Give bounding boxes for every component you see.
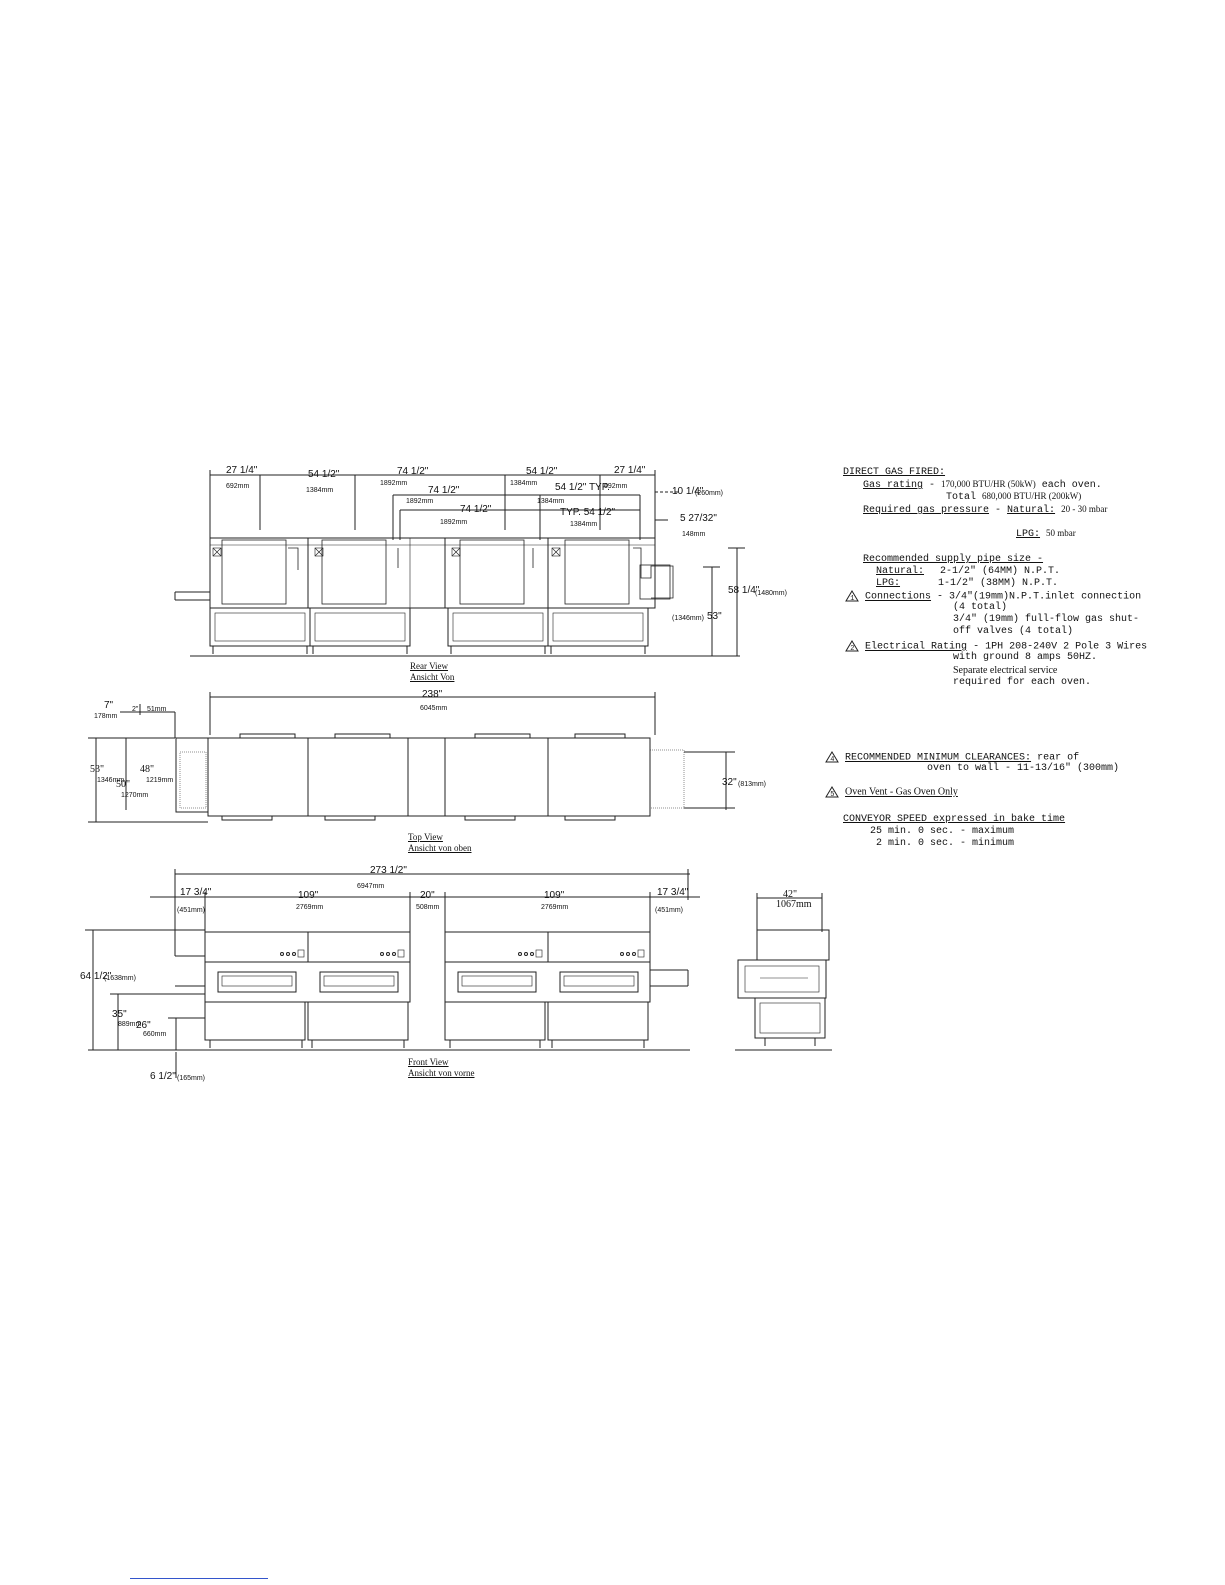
rear-dim-1-mm: 692mm: [226, 483, 250, 490]
spec-vent: [825, 786, 958, 800]
spec-pressure: Required gas pressure - Natural: 20 - 30 mbar: [863, 504, 1108, 516]
spec-pipe-lpg-label: LPG:: [876, 578, 901, 589]
front-view-caption-de: Ansicht von vorne: [408, 1068, 475, 1078]
spec-connections-1: - 3/4"(19mm)N.P.T.inlet connection: [937, 591, 1142, 603]
spec-electrical-4: required for each oven.: [953, 677, 1092, 688]
spec-clearance-2: oven to wall - 11-13/16" (300mm): [927, 763, 1120, 774]
rear-dim-11-mm: 148mm: [682, 531, 706, 538]
top-dim-1: 7": [104, 700, 114, 711]
top-dim-2: 2": [132, 706, 139, 713]
top-view: [88, 689, 735, 822]
front-dim-5-mm: 2769mm: [541, 904, 569, 911]
rear-dim-10: 10 1/4": [672, 486, 704, 497]
top-dim-1-mm: 178mm: [94, 713, 118, 720]
bottom-link-underline: [130, 1578, 268, 1579]
top-view-caption: Top View: [408, 832, 443, 842]
spec-total: [946, 490, 1081, 504]
front-dim-2-mm: (451mm): [177, 907, 206, 914]
front-dim-10-mm: (165mm): [177, 1075, 206, 1082]
front-dim-7: 64 1/2": [80, 971, 112, 982]
spec-clearance-1: rear of: [1037, 752, 1080, 764]
top-dim-5-mm: 1219mm: [146, 777, 174, 784]
spec-electrical-3: Separate electrical service: [953, 665, 1058, 676]
top-dim-7: 32": [722, 777, 737, 788]
spec-lpg-value: 50 mbar: [1046, 528, 1076, 538]
rear-view-caption-de: Ansicht Von: [410, 672, 455, 682]
spec-connections-3: 3/4" (19mm) full-flow gas shut-: [953, 614, 1140, 625]
note-2-icon: [845, 640, 859, 652]
spec-electrical-label: Electrical Rating: [865, 641, 968, 653]
spec-conveyor-heading: CONVEYOR SPEED expressed in bake time: [843, 814, 1066, 825]
spec-gas-rating-label: Gas rating: [863, 480, 924, 491]
front-dim-9: 26": [136, 1020, 151, 1031]
rear-dim-7-mm: 1384mm: [537, 498, 565, 505]
spec-total-label: Total: [946, 492, 977, 503]
spec-gas-rating-value: 170,000 BTU/HR (50kW): [941, 479, 1036, 489]
spec-natural-value: 20 - 30 mbar: [1061, 504, 1108, 514]
rear-view-caption: Rear View: [410, 661, 449, 671]
note-1-icon: [845, 590, 859, 602]
top-dim-4-mm: 1346mm: [97, 777, 125, 784]
front-dim-3: 109": [298, 890, 319, 901]
rear-dim-13-mm: (1346mm): [672, 615, 704, 622]
rear-dim-2: 54 1/2": [308, 469, 340, 480]
rear-dim-9: TYP. 54 1/2": [560, 507, 616, 518]
front-dim-1: 273 1/2": [370, 865, 407, 876]
spec-pipe-lpg: [876, 578, 1058, 590]
svg-text:2: 2: [850, 645, 855, 652]
rear-dim-6: 74 1/2": [428, 485, 460, 496]
top-dim-3: 238": [422, 689, 443, 700]
spec-pipe-natural-value: 2-1/2" (64MM) N.P.T.: [940, 566, 1061, 577]
rear-dim-7: 54 1/2" TYP.: [555, 482, 610, 493]
spec-gas-rating: Gas rating - 170,000 BTU/HR (50kW) each oven.: [863, 479, 1102, 491]
rear-dim-8-mm: 1892mm: [440, 519, 468, 526]
side-dim-1: 42": [783, 889, 798, 900]
rear-dim-3: 74 1/2": [397, 466, 429, 477]
spec-heading: DIRECT GAS FIRED:: [843, 467, 946, 478]
rear-dim-5-mm: 692mm: [604, 483, 628, 490]
top-dim-3-mm: 6045mm: [420, 705, 448, 712]
top-dim-2-mm: 51mm: [147, 706, 167, 713]
top-dim-6-mm: 1270mm: [121, 792, 149, 799]
spec-connections-label: Connections: [865, 591, 932, 603]
spec-total-value: 680,000 BTU/HR (200kW): [982, 491, 1082, 501]
rear-dim-6-mm: 1892mm: [406, 498, 434, 505]
spec-conveyor-2: 2 min. 0 sec. - minimum: [876, 838, 1015, 849]
front-dim-6-mm: (451mm): [655, 907, 684, 914]
top-dim-7-mm: (813mm): [738, 781, 767, 788]
front-dim-2: 17 3/4": [180, 887, 212, 898]
spec-connections-2: (4 total): [953, 602, 1008, 613]
front-dim-6: 17 3/4": [657, 887, 689, 898]
side-dim-1-mm: 1067mm: [776, 899, 812, 910]
spec-pipe-lpg-value: 1-1/2" (38MM) N.P.T.: [938, 578, 1059, 589]
front-dim-10: 6 1/2": [150, 1071, 176, 1082]
rear-view: [175, 470, 745, 656]
rear-dim-12: 58 1/4": [728, 585, 760, 596]
front-view-caption: Front View: [408, 1057, 449, 1067]
rear-dim-11: 5 27/32": [680, 513, 717, 524]
spec-electrical-2: with ground 8 amps 50HZ.: [953, 652, 1098, 663]
spec-lpg: [1016, 527, 1076, 541]
rear-dim-8: 74 1/2": [460, 504, 492, 515]
spec-natural-label: Natural:: [1007, 505, 1056, 516]
spec-pressure-label: Required gas pressure: [863, 505, 990, 516]
front-dim-3-mm: 2769mm: [296, 904, 324, 911]
spec-clearance-label: RECOMMENDED MINIMUM CLEARANCES:: [845, 752, 1032, 764]
spec-conveyor-1: 25 min. 0 sec. - maximum: [870, 826, 1015, 837]
note-5-icon: [825, 786, 839, 798]
top-dim-5: 48": [140, 764, 155, 775]
top-dim-6: 50": [116, 779, 131, 790]
rear-dim-5: 27 1/4": [614, 465, 646, 476]
rear-dim-1: 27 1/4": [226, 465, 258, 476]
spec-pipe-heading: Recommended supply pipe size -: [863, 554, 1044, 565]
rear-dim-3-mm: 1892mm: [380, 480, 408, 487]
spec-lpg-label: LPG:: [1016, 529, 1041, 540]
front-view: [85, 869, 700, 1078]
front-dim-4: 20": [420, 890, 435, 901]
front-dim-5: 109": [544, 890, 565, 901]
note-4-icon: [825, 751, 839, 763]
top-view-caption-de: Ansicht von oben: [408, 843, 472, 853]
svg-text:1: 1: [850, 595, 855, 602]
spec-connections-4: off valves (4 total): [953, 626, 1074, 637]
front-dim-7-mm: (1638mm): [104, 975, 136, 982]
rear-dim-13: 53": [707, 611, 722, 622]
front-dim-1-mm: 6947mm: [357, 883, 385, 890]
top-dim-4: 53": [90, 764, 105, 775]
rear-dim-4-mm: 1384mm: [510, 480, 538, 487]
front-dim-8: 35": [112, 1009, 127, 1020]
spec-electrical-1: - 1PH 208-240V 2 Pole 3 Wires: [973, 641, 1148, 653]
rear-dim-4: 54 1/2": [526, 466, 558, 477]
front-dim-8-mm: 889mm: [118, 1021, 142, 1028]
side-view: [735, 893, 832, 1050]
rear-dim-2-mm: 1384mm: [306, 487, 334, 494]
spec-pipe-natural-label: Natural:: [876, 566, 925, 577]
spec-vent-label: Oven Vent - Gas Oven Only: [845, 786, 958, 798]
front-dim-9-mm: 660mm: [143, 1031, 167, 1038]
svg-text:5: 5: [830, 791, 835, 798]
rear-dim-12-mm: (1480mm): [755, 590, 787, 597]
rear-dim-10-mm: (260mm): [695, 490, 724, 497]
spec-gas-rating-tail: each oven.: [1041, 480, 1102, 491]
front-dim-4-mm: 508mm: [416, 904, 440, 911]
spec-pipe-natural: [876, 566, 1060, 578]
rear-dim-9-mm: 1384mm: [570, 521, 598, 528]
svg-text:4: 4: [830, 756, 835, 763]
